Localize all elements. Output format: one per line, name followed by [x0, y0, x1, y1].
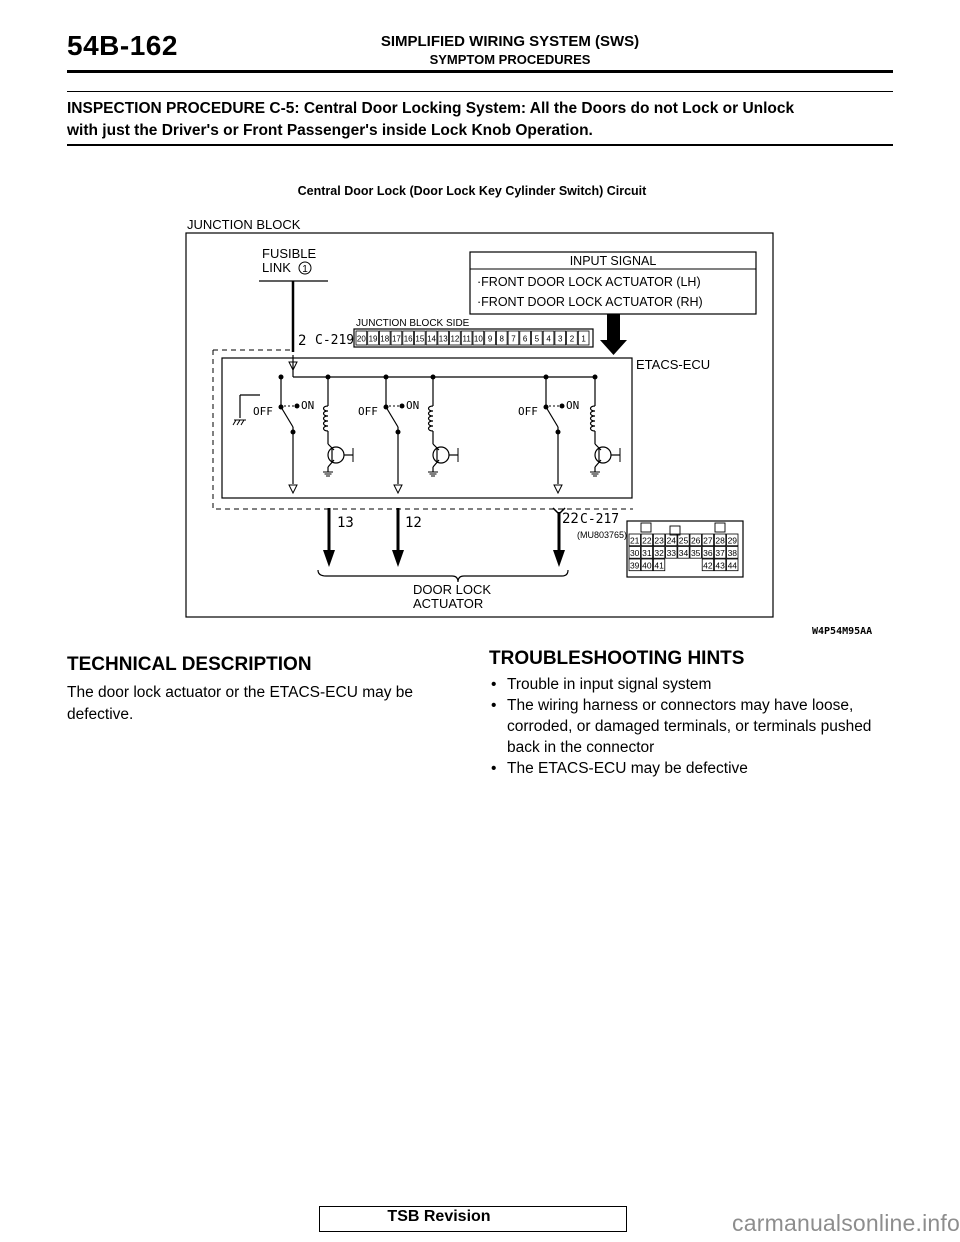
- diagram-code: W4P54M95AA: [812, 626, 873, 637]
- hint-item: • The wiring harness or connectors may have loose, corroded, or damaged terminals, or terminals pushed back in the connector: [489, 695, 899, 758]
- connector-c217-pin: 34: [678, 548, 689, 558]
- ground-symbol: [237, 420, 240, 425]
- etacs-ecu-boundary: [213, 350, 633, 509]
- procedure-title-line1: INSPECTION PROCEDURE C-5: Central Door Locking System: All the Doors do not Lock or Unlock: [67, 100, 795, 117]
- switch-on-label: ON: [406, 399, 420, 412]
- troubleshooting-hints-heading: TROUBLESHOOTING HINTS: [489, 648, 745, 669]
- transistor: [595, 447, 611, 463]
- connector-c217-key: [641, 523, 651, 532]
- connector-c219-pin: 20: [356, 334, 366, 344]
- switch-output-junction: [396, 430, 401, 435]
- connector-c217-pin: 44: [727, 560, 738, 571]
- fusible-link-label: FUSIBLE: [262, 246, 317, 261]
- connector-c219-pin: 3: [558, 334, 563, 344]
- pin-2-label: 2: [298, 333, 307, 349]
- diagram-caption: Central Door Lock (Door Lock Key Cylinder Switch) Circuit: [297, 184, 647, 198]
- pin-22-label: 22: [562, 511, 579, 527]
- input-signal-item: ·FRONT DOOR LOCK ACTUATOR (LH): [477, 275, 701, 289]
- fusible-link-number: 1: [302, 264, 308, 275]
- switch-off-label: OFF: [358, 405, 378, 418]
- connector-c217-pin: 40: [642, 560, 652, 571]
- connector-c219-pin: 4: [546, 334, 551, 344]
- connector-c219-pin: 18: [380, 334, 390, 344]
- switch-lever: [386, 407, 398, 427]
- relay-coil: [429, 406, 434, 431]
- switch-on-label: ON: [566, 399, 580, 412]
- connector-c219-pin: 7: [511, 334, 516, 344]
- connector-c219-pin: 11: [462, 334, 471, 344]
- connector-c217-pin: 25: [678, 535, 689, 546]
- switch-contact: [560, 404, 565, 409]
- connector-c217-pin: 32: [654, 548, 664, 558]
- connector-c219-pin: 5: [534, 334, 540, 344]
- ground-symbol: [241, 420, 244, 425]
- door-lock-actuator-label: DOOR LOCK: [413, 582, 492, 597]
- switch-contact: [400, 404, 405, 409]
- connector-c219-pin: 13: [438, 334, 448, 344]
- connector-c217-pin: 29: [727, 535, 738, 546]
- bus-junction: [279, 375, 284, 380]
- connector-c217-pin: 27: [703, 535, 713, 546]
- watermark: carmanualsonline.info: [732, 1210, 960, 1236]
- etacs-ecu-inner-frame: [222, 358, 632, 498]
- junction-block-side-label: JUNCTION BLOCK SIDE: [356, 318, 470, 329]
- connector-c217-pin: 21: [629, 535, 640, 546]
- switch-off-label: OFF: [518, 405, 538, 418]
- connector-part-number: (MU803765): [577, 530, 628, 540]
- terminal-marker: [289, 485, 297, 493]
- output-arrow-13: [323, 550, 335, 567]
- connector-c219-pin: 9: [487, 334, 493, 344]
- connector-c217-pin: 38: [727, 548, 738, 558]
- bus-junction: [431, 375, 436, 380]
- ground-symbol: [233, 420, 236, 425]
- page-number: 54B-162: [67, 30, 178, 61]
- bus-junction: [544, 375, 549, 380]
- connector-c219-pin: 8: [499, 334, 504, 344]
- connector-c217-pin: 31: [642, 548, 652, 558]
- relay-coil: [591, 406, 596, 431]
- output-arrow-12: [392, 550, 404, 567]
- procedure-title-line2: with just the Driver's or Front Passenger's inside Lock Knob Operation.: [67, 122, 593, 139]
- connector-c217-pin: 42: [703, 560, 713, 571]
- connector-c217-pin: 22: [642, 535, 652, 546]
- switch-contact: [295, 404, 300, 409]
- bus-junction: [326, 375, 331, 380]
- fusible-link-label-2: LINK: [262, 260, 291, 275]
- connector-c219-pin: 19: [368, 334, 378, 344]
- terminal-marker: [554, 485, 562, 493]
- connector-c217-key: [715, 523, 725, 532]
- switch-output-junction: [556, 430, 561, 435]
- connector-c217-pin: 36: [703, 548, 713, 558]
- hint-item: • Trouble in input signal system: [489, 674, 899, 695]
- connector-c217-pin: 30: [629, 548, 640, 558]
- door-lock-actuator-label-2: ACTUATOR: [413, 596, 484, 611]
- actuator-brace: [318, 570, 568, 582]
- technical-description-heading: TECHNICAL DESCRIPTION: [67, 654, 312, 675]
- terminal-marker: [394, 485, 402, 493]
- connector-c219-pin: 15: [415, 334, 425, 344]
- pin-13-label: 13: [337, 515, 354, 531]
- connector-c217-pin: 35: [690, 548, 701, 558]
- header-subtitle: SYMPTOM PROCEDURES: [429, 52, 591, 67]
- connector-c217-pin: 37: [715, 548, 725, 558]
- connector-c219-pin: 17: [391, 334, 401, 344]
- connector-c219-pin: 10: [473, 334, 483, 344]
- output-arrow-22: [553, 550, 565, 567]
- pin-12-label: 12: [405, 515, 422, 531]
- connector-c219-pin: 16: [403, 334, 413, 344]
- connector-c217-pins: [629, 523, 738, 571]
- input-signal-arrow-shaft: [607, 314, 620, 340]
- input-signal-arrow-head: [600, 340, 627, 355]
- bus-junction: [384, 375, 389, 380]
- hint-item: • The ETACS-ECU may be defective: [489, 758, 899, 779]
- junction-block-label: JUNCTION BLOCK: [187, 217, 301, 232]
- connector-c217-pin: 23: [654, 535, 664, 546]
- input-signal-title: INPUT SIGNAL: [569, 254, 657, 268]
- connector-c219-pins: [356, 331, 589, 345]
- input-signal-item: ·FRONT DOOR LOCK ACTUATOR (RH): [477, 295, 703, 309]
- transistor: [328, 447, 344, 463]
- connector-c219-pin: 2: [569, 334, 575, 344]
- connector-c217-pin: 43: [715, 560, 725, 571]
- troubleshooting-hints-list: [489, 674, 899, 779]
- connector-c217-pin: 33: [666, 548, 677, 558]
- connector-c217-pin: 39: [629, 560, 640, 571]
- tsb-revision-label: TSB Revision: [387, 1208, 491, 1225]
- connector-c217-pin: 24: [666, 535, 677, 546]
- junction-block-frame: [186, 233, 773, 617]
- switch-output-junction: [291, 430, 296, 435]
- connector-c217-label: C-217: [580, 512, 620, 527]
- switch-lever: [546, 407, 558, 427]
- etacs-ecu-label: ETACS-ECU: [636, 357, 711, 372]
- switch-on-label: ON: [301, 399, 315, 412]
- etacs-ecu-internals: [233, 375, 620, 494]
- connector-c219-label: C-219: [315, 333, 355, 348]
- header-title: SIMPLIFIED WIRING SYSTEM (SWS): [380, 33, 640, 50]
- relay-coil: [324, 406, 329, 431]
- bus-junction: [593, 375, 598, 380]
- connector-c219-pin: 1: [581, 334, 586, 344]
- connector-c217-pin: 28: [715, 535, 725, 546]
- switch-off-label: OFF: [253, 405, 273, 418]
- connector-c219-pin: 6: [522, 334, 528, 344]
- transistor: [433, 447, 449, 463]
- connector-c217-pin: 41: [654, 560, 664, 571]
- technical-description-body: The door lock actuator or the ETACS-ECU may be defective.: [67, 684, 414, 723]
- connector-c219-pin: 14: [427, 334, 437, 344]
- connector-c219-pin: 12: [450, 334, 460, 344]
- connector-c217-pin: 26: [690, 535, 701, 546]
- switch-lever: [281, 407, 293, 427]
